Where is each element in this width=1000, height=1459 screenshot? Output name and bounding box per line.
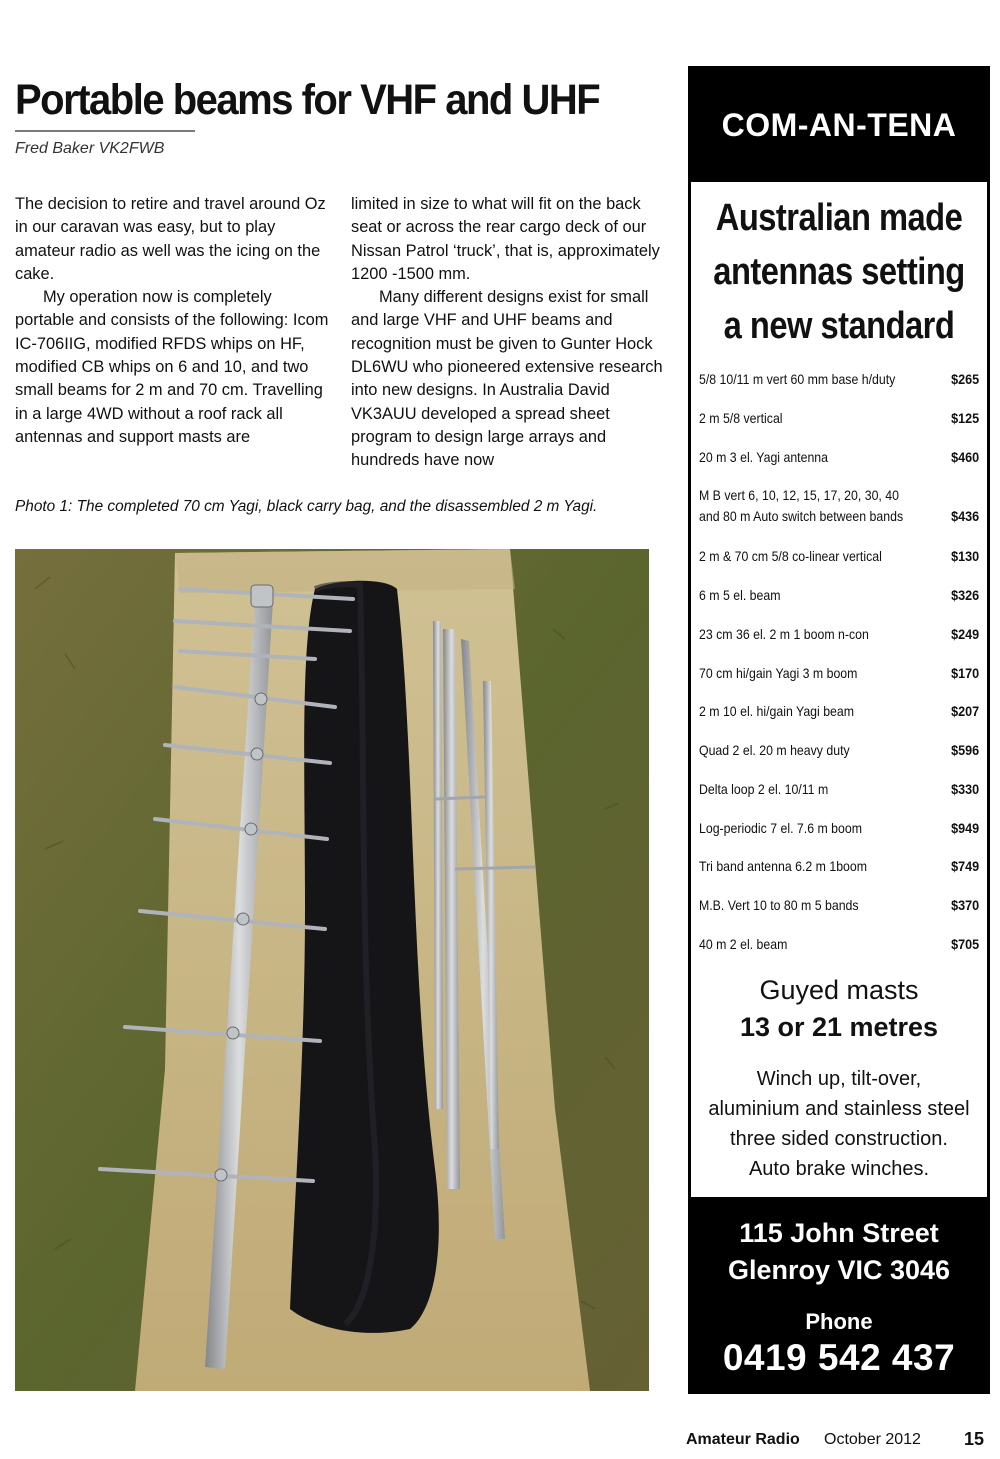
product-price: $249 (950, 626, 979, 642)
product-price: $170 (950, 665, 979, 681)
article-column-1 (15, 193, 335, 449)
product-name-continued: and 80 m Auto switch between bands (699, 508, 904, 524)
ad-headline-line: Australian made (715, 197, 963, 239)
masts-heading: Guyed masts (759, 975, 919, 1005)
title-rule (15, 130, 195, 132)
product-name: 2 m & 70 cm 5/8 co-linear vertical (699, 548, 882, 564)
antenna-photo (15, 549, 649, 1391)
magazine-name: Amateur Radio (686, 1431, 800, 1448)
ad-headline (691, 191, 987, 353)
product-price: $207 (950, 703, 979, 719)
product-name: 40 m 2 el. beam (699, 936, 788, 952)
byline: Fred Baker VK2FWB (15, 140, 165, 157)
ad-contact (691, 1197, 987, 1391)
product-price: $125 (950, 410, 979, 426)
ad-brand: COM-AN-TENA (691, 69, 987, 182)
product-price: $326 (950, 587, 979, 603)
issue-date: October 2012 (824, 1431, 921, 1448)
product-price: $949 (950, 820, 979, 836)
article-title: Portable beams for VHF and UHF (15, 76, 600, 124)
phone-label: Phone (805, 1309, 873, 1334)
photo-caption: Photo 1: The completed 70 cm Yagi, black carry bag, and the disassembled 2 m Yagi. (15, 498, 598, 515)
address-line: 115 John Street (739, 1218, 939, 1248)
guyed-masts (691, 972, 987, 1046)
paragraph: My operation now is completely portable and consists of the following: Icom IC-706IIG, modified RFDS whips on HF, modified CB whips on 6 and 10, and two small beams for 2 m and 70 cm. Travelling in a large 4WD without a roof rack all antennas and support masts are (15, 288, 329, 446)
product-price: $705 (950, 936, 979, 952)
ad-headline-line: antennas setting (713, 251, 965, 293)
product-name: 70 cm hi/gain Yagi 3 m boom (699, 665, 858, 681)
product-name: Quad 2 el. 20 m heavy duty (699, 742, 850, 758)
product-name: 2 m 10 el. hi/gain Yagi beam (699, 703, 855, 719)
price-row (699, 487, 979, 527)
paragraph: Many different designs exist for small and large VHF and UHF beams and recognition must be given to Gunter Hock DL6WU who pioneered extensive research into new designs. In Australia David VK3AUU developed a spread sheet program to design large arrays and hundreds have now (351, 288, 663, 470)
product-price: $596 (950, 742, 979, 758)
phone-number: 0419 542 437 (722, 1337, 956, 1378)
masts-description-line: aluminium and stainless steel (708, 1098, 970, 1120)
masts-description (691, 1064, 987, 1184)
masts-description-line: three sided construction. (730, 1128, 948, 1150)
address-line: Glenroy VIC 3046 (727, 1255, 951, 1285)
product-name: 2 m 5/8 vertical (699, 410, 783, 426)
product-name: M.B. Vert 10 to 80 m 5 bands (699, 897, 859, 913)
ad-headline-line: a new standard (723, 305, 955, 347)
product-price: $460 (950, 449, 979, 465)
product-price: $265 (950, 371, 979, 387)
product-price: $370 (950, 897, 979, 913)
product-name: 23 cm 36 el. 2 m 1 boom n-con (699, 626, 869, 642)
paragraph: limited in size to what will fit on the back seat or across the rear cargo deck of our Nissan Patrol ‘truck’, that is, approximately 1200 -1500 mm. (351, 195, 660, 283)
com-an-tena-advert (688, 66, 990, 1394)
product-name: Log-periodic 7 el. 7.6 m boom (699, 820, 862, 836)
ad-address (691, 1215, 987, 1289)
page-number: 15 (964, 1429, 985, 1449)
product-name: 20 m 3 el. Yagi antenna (699, 449, 829, 465)
paragraph: The decision to retire and travel around Oz in our caravan was easy, but to play amateur radio as well was the icing on the cake. (15, 195, 326, 283)
product-price: $330 (950, 781, 979, 797)
product-name: 5/8 10/11 m vert 60 mm base h/duty (699, 371, 896, 387)
product-name: Tri band antenna 6.2 m 1boom (699, 858, 868, 874)
product-name: M B vert 6, 10, 12, 15, 17, 20, 30, 40 (699, 487, 899, 503)
masts-description-line: Winch up, tilt-over, (756, 1068, 922, 1090)
product-price: $130 (950, 548, 979, 564)
product-price: $749 (950, 858, 979, 874)
product-name: 6 m 5 el. beam (699, 587, 781, 603)
product-name: Delta loop 2 el. 10/11 m (699, 781, 829, 797)
product-price: $436 (950, 508, 979, 524)
masts-description-line: Auto brake winches. (748, 1158, 930, 1180)
antenna-photo-illustration (15, 549, 649, 1391)
masts-sizes: 13 or 21 metres (739, 1012, 939, 1042)
article-column-2 (351, 193, 671, 473)
